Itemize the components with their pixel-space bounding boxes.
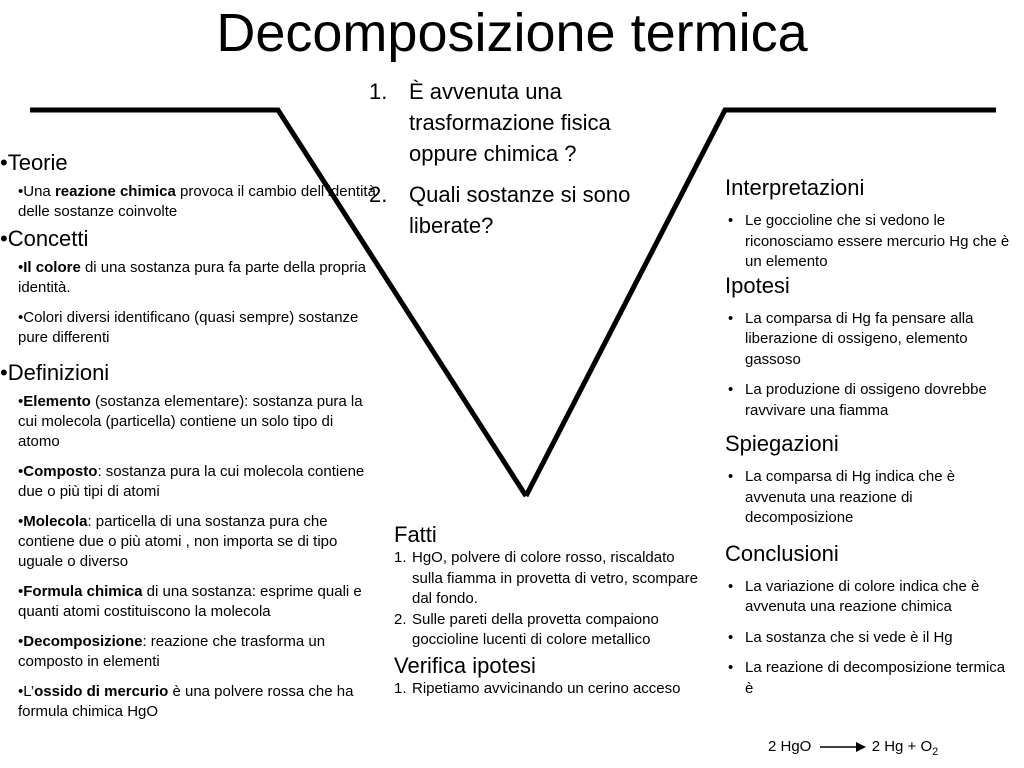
question-text: È avvenuta una trasformazione fisica oppure chimica ? xyxy=(409,79,611,166)
right-column xyxy=(725,175,1017,709)
equation-products: 2 Hg + O xyxy=(871,738,933,755)
section-concetti xyxy=(0,226,378,348)
page-title: Decomposizione termica xyxy=(216,3,808,63)
bullet-icon: • xyxy=(728,381,734,398)
conclusioni-item: • La sostanza che si vede è il Hg xyxy=(725,628,1017,649)
section-interpretazioni xyxy=(725,175,1017,273)
question-number: 2. xyxy=(369,182,388,207)
bullet-icon: • xyxy=(728,628,734,646)
definizioni-item: •Molecola: particella di una sostanza pura che contiene due o più atomi , non importa se di tipo uguale o diverso xyxy=(18,513,338,570)
bullet-icon: • xyxy=(728,577,734,595)
question-number: 1. xyxy=(369,79,388,104)
question-item xyxy=(369,179,669,241)
heading-fatti: Fatti xyxy=(394,522,437,547)
spiegazioni-item: • La comparsa di Hg indica che è avvenuta una reazione di decomposizione xyxy=(728,468,956,526)
bullet-icon: • xyxy=(728,309,734,327)
heading-interpretazioni: Interpretazioni xyxy=(725,175,865,200)
definizioni-item: •Composto: sostanza pura la cui molecola contiene due o più tipi di atomi xyxy=(18,463,365,500)
fatti-list xyxy=(394,548,704,651)
section-verifica xyxy=(394,653,704,700)
heading-verifica: Verifica ipotesi xyxy=(394,652,536,678)
bullet-icon: • xyxy=(728,468,734,485)
verifica-text: Ripetiamo avvicinando un cerino acceso xyxy=(412,679,681,697)
heading-spiegazioni: Spiegazioni xyxy=(725,431,839,456)
chemical-equation xyxy=(768,737,938,762)
ipotesi-item: • La produzione di ossigeno dovrebbe ravvivare una fiamma xyxy=(728,381,987,419)
interpretazioni-list xyxy=(725,211,1017,273)
heading-definizioni: •Definizioni xyxy=(0,360,110,385)
fatti-item xyxy=(394,610,704,651)
questions-block xyxy=(369,76,669,241)
fatti-text: Sulle pareti della provetta compaiono goccioline lucenti di colore metallico xyxy=(412,610,659,648)
definizioni-item: •Formula chimica di una sostanza: esprime quali e quanti atomi costituiscono la molecola xyxy=(18,583,362,620)
verifica-list xyxy=(394,679,704,700)
definizioni-item: •Elemento (sostanza elementare): sostanza pura la cui molecola (particella) contiene un solo tipo di atomo xyxy=(18,393,363,450)
bullet-icon: • xyxy=(728,659,734,676)
ipotesi-list xyxy=(725,309,1017,422)
ipotesi-item: • La comparsa di Hg fa pensare alla liberazione di ossigeno, elemento gassoso xyxy=(728,309,974,368)
left-column xyxy=(0,150,378,732)
heading-conclusioni: Conclusioni xyxy=(725,540,839,566)
question-item xyxy=(369,76,669,169)
interpretazioni-item: • Le goccioline che si vedono le riconosciamo essere mercurio Hg che è un elemento xyxy=(728,212,1010,270)
heading-teorie: •Teorie xyxy=(0,150,68,175)
fatti-number: 1. xyxy=(394,549,407,566)
verifica-number: 1. xyxy=(394,679,407,697)
equation-reactant: 2 HgO xyxy=(768,738,812,755)
conclusioni-item: • La variazione di colore indica che è avvenuta una reazione chimica xyxy=(728,577,980,615)
conclusioni-item: • La reazione di decomposizione termica è xyxy=(728,659,1006,697)
question-text: Quali sostanze si sono liberate? xyxy=(409,182,631,238)
section-conclusioni xyxy=(725,541,1017,700)
fatti-number: 2. xyxy=(394,610,407,628)
conclusioni-list xyxy=(725,577,1017,700)
fatti-text: HgO, polvere di colore rosso, riscaldato sulla fiamma in provetta di vetro, scompare dal fondo. xyxy=(412,549,698,607)
heading-ipotesi: Ipotesi xyxy=(725,272,790,298)
fatti-item xyxy=(394,548,704,610)
section-teorie xyxy=(0,150,378,222)
concetti-item: •Il colore di una sostanza pura fa parte della propria identità. xyxy=(18,259,366,296)
section-spiegazioni xyxy=(725,431,1017,529)
section-definizioni xyxy=(0,360,378,722)
bullet-icon: • xyxy=(728,212,734,229)
middle-bottom-block xyxy=(394,522,704,699)
heading-concetti: •Concetti xyxy=(0,226,89,251)
teorie-item: •Una reazione chimica provoca il cambio dell’identità delle sostanze coinvolte xyxy=(18,183,376,220)
concetti-item: •Colori diversi identificano (quasi sempre) sostanze pure differenti xyxy=(18,309,359,346)
definizioni-item: •L’ossido di mercurio è una polvere rossa che ha formula chimica HgO xyxy=(18,683,354,720)
section-ipotesi xyxy=(725,273,1017,422)
definizioni-item: •Decomposizione: reazione che trasforma un composto in elementi xyxy=(18,633,326,670)
equation-subscript: 2 xyxy=(932,746,939,758)
verifica-item xyxy=(394,679,704,700)
section-fatti xyxy=(394,522,704,651)
questions-list xyxy=(369,76,669,241)
reaction-arrow-icon xyxy=(820,741,866,753)
spiegazioni-list xyxy=(725,467,1017,529)
